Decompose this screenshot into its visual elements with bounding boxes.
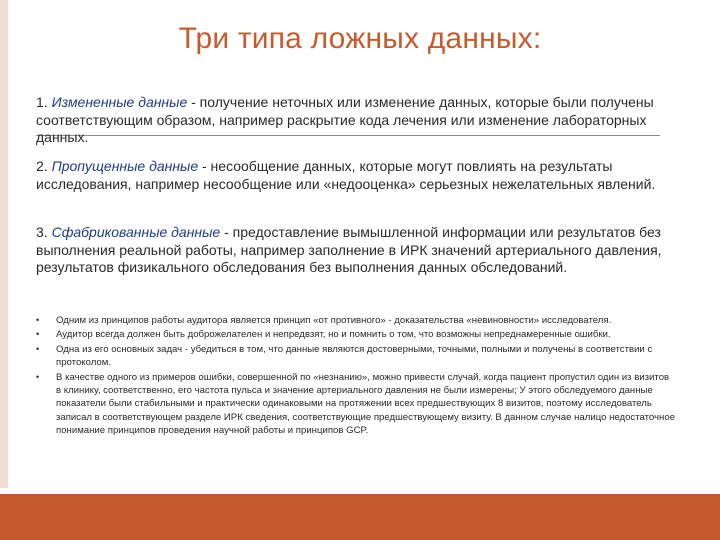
bullet-marker: • xyxy=(36,329,40,340)
item-1-number: 1. xyxy=(36,94,48,110)
list-item xyxy=(36,371,676,438)
slide-title: Три типа ложных данных: xyxy=(178,22,542,55)
item-1 xyxy=(36,94,676,147)
bullet-marker: • xyxy=(36,343,40,354)
side-decoration-bar xyxy=(0,0,8,488)
bullet-text: Аудитор всегда должен быть доброжелателен и непредвзят, но и помнить о том, что возможны непреднамеренные ошибки. xyxy=(56,329,611,341)
item-2-number: 2. xyxy=(36,158,48,174)
item-2-text: - несообщение данных, которые могут повлиять на результаты исследования, например несообщение или «недооценка» серьезных нежелательных явлений. xyxy=(36,158,656,192)
bullet-marker: • xyxy=(36,371,40,382)
list-item xyxy=(36,343,676,370)
item-1-text: - получение неточных или изменение данных, которые были получены соответствующим образом, например раскрытие кода лечения или изменение лабораторных данных. xyxy=(36,94,654,145)
list-item xyxy=(36,314,676,327)
item-2 xyxy=(36,158,676,193)
item-2-term: Пропущенные данные xyxy=(51,158,199,174)
bullet-list xyxy=(36,314,676,439)
item-3-number: 3. xyxy=(36,224,48,240)
bullet-text: Одна из его основных задач - убедиться в том, что данные являются достоверными, точными, полными и получены в соответствии с протоколом. xyxy=(56,343,653,369)
list-item xyxy=(36,328,676,341)
bullet-text: Одним из принципов работы аудитора является принцип «от противного» - доказательства «невиновности» исследователя. xyxy=(56,315,612,326)
bullet-text: В качестве одного из примеров ошибки, совершенной по «незнанию», можно привести случай, когда пациент пропустил один из визитов в клинику, соответственно, его частота пульса и значение артериального давления не были измерены; У этого обследуемого данные показатели были стабильными и практически одинаковыми на протяжении всех предшествующих 8 визитов, поэтому исследователь записал в соответствующем разделе ИРК сведения, соответствующие предшествующему визиту. В данном случае налицо недостаточное понимание принципов проведения научной работы и принципов GCP. xyxy=(56,371,676,437)
item-3-text: - предоставление вымышленной информации или результатов без выполнения реальной работы, например заполнение в ИРК значений артериального давления, результатов физикального обследования без выполнения данных обследований. xyxy=(36,224,662,275)
item-1-term: Измененные данные xyxy=(51,94,188,110)
item-3 xyxy=(36,224,676,277)
bullet-marker: • xyxy=(36,315,40,325)
footer-accent-bar xyxy=(0,494,720,540)
item-3-term: Сфабрикованные данные xyxy=(51,224,221,240)
